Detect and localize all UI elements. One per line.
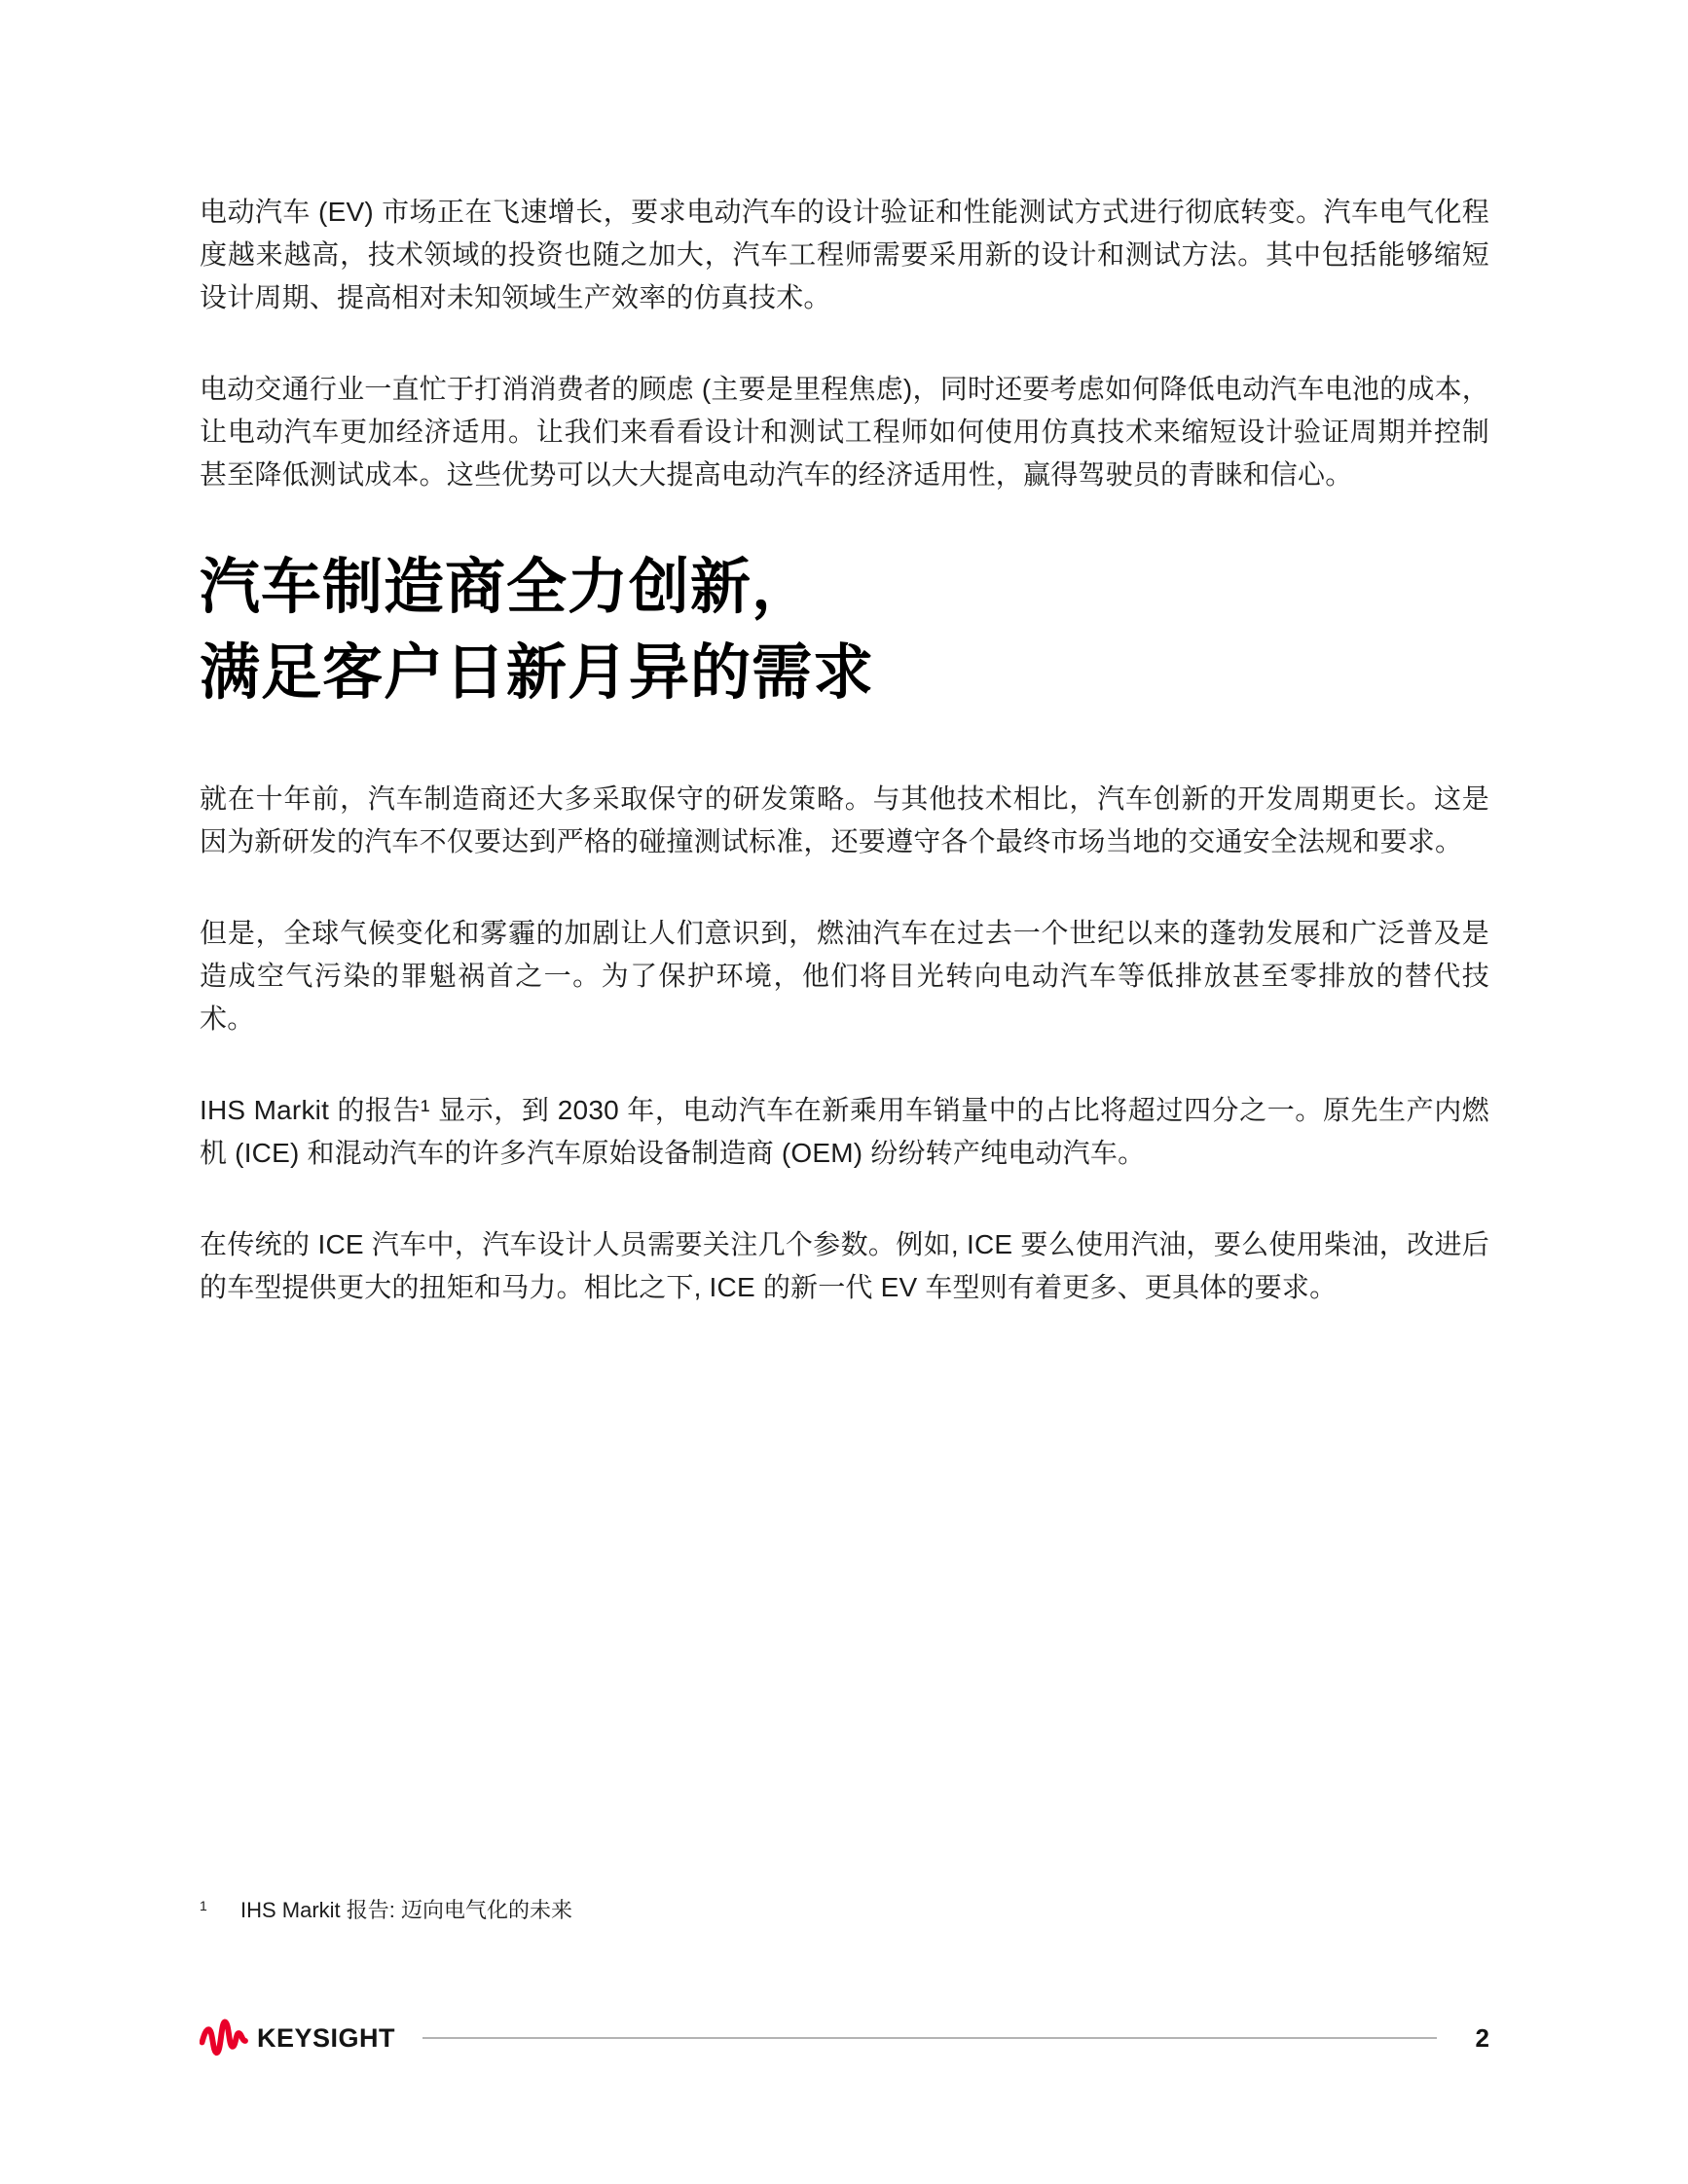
keysight-logo: [200, 2017, 395, 2059]
intro-paragraph-1: 电动汽车 (EV) 市场正在飞速增长，要求电动汽车的设计验证和性能测试方式进行彻底转变。汽车电气化程度越来越高，技术领域的投资也随之加大，汽车工程师需要采用新的设计和测试方法。其中包括能够缩短设计周期、提高相对未知领域生产效率的仿真技术。: [200, 197, 1489, 312]
intro-paragraph-2: 电动交通行业一直忙于打消消费者的顾虑 (主要是里程焦虑)，同时还要考虑如何降低电动汽车电池的成本，让电动汽车更加经济适用。让我们来看看设计和测试工程师如何使用仿真技术来缩短设计验证周期并控制甚至降低测试成本。这些优势可以大大提高电动汽车的经济适用性，赢得驾驶员的青睐和信心。: [200, 374, 1489, 490]
section-heading: [200, 545, 1489, 716]
footnote: [200, 1896, 1489, 1925]
body-paragraph-3: IHS Markit 的报告¹ 显示，到 2030 年，电动汽车在新乘用车销量中的占比将超过四分之一。原先生产内燃机 (ICE) 和混动汽车的许多汽车原始设备制造商 (OEM) 纷纷转产纯电动汽车。: [200, 1095, 1489, 1168]
page-body: [200, 191, 1489, 1358]
body-paragraph-4: 在传统的 ICE 汽车中，汽车设计人员需要关注几个参数。例如, ICE 要么使用汽油，要么使用柴油，改进后的车型提供更大的扭矩和马力。相比之下, ICE 的新一代 EV 车型则有着更多、更具体的要求。: [200, 1229, 1489, 1302]
body-paragraph-2: 但是，全球气候变化和雾霾的加剧让人们意识到，燃油汽车在过去一个世纪以来的蓬勃发展和广泛普及是造成空气污染的罪魁祸首之一。为了保护环境，他们将目光转向电动汽车等低排放甚至零排放的替代技术。: [200, 918, 1489, 1034]
footer-divider: [422, 2037, 1437, 2039]
page-footer: [200, 2013, 1489, 2063]
brand-name: KEYSIGHT: [257, 2022, 396, 2053]
page-number: 2: [1475, 2022, 1489, 2053]
section-heading-line-1: 汽车制造商全力创新，: [200, 554, 814, 621]
waveform-icon: [200, 2017, 248, 2059]
body-paragraph-1: 就在十年前，汽车制造商还大多采取保守的研发策略。与其他技术相比，汽车创新的开发周期更长。这是因为新研发的汽车不仅要达到严格的碰撞测试标准，还要遵守各个最终市场当地的交通安全法规和要求。: [200, 783, 1489, 856]
footnote-text: IHS Markit 报告: 迈向电气化的未来: [240, 1898, 573, 1922]
footnote-marker: 1: [200, 1898, 207, 1913]
section-heading-line-2: 满足客户日新月异的需求: [200, 639, 875, 707]
